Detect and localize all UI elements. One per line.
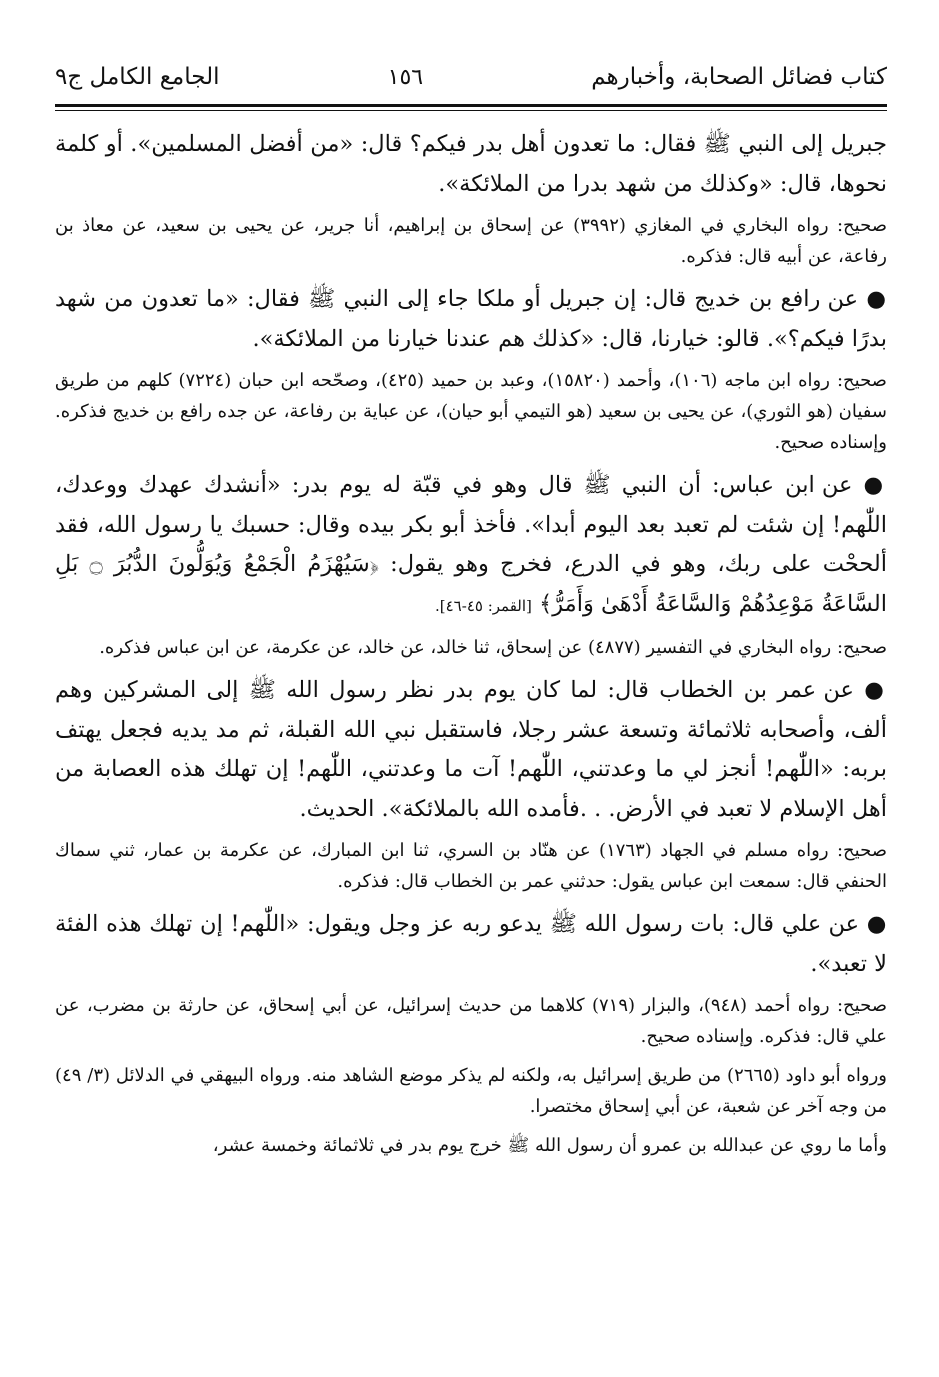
takhrij-note [55,1060,887,1122]
book-title: كتاب فضائل الصحابة، وأخبارهم [591,64,887,90]
takhrij-note [55,632,887,663]
paragraph-text: عن ابن عباس: أن النبي ﷺ قال وهو في قبّة له يوم بدر: «أنشدك عهدك ووعدك، اللّٰهم! إن شئت لم تعبد بعد اليوم أبدا». فأخذ أبو بكر بيده وقال: حسبك يا رسول الله، فقد ألححْت على ربك، وهو في الدرع، فخرج وهو يقول: ﴿سَيُهْزَمُ الْجَمْعُ وَيُوَلُّونَ الدُّبُرَ ۝ بَلِ السَّاعَةُ مَوْعِدُهُمْ وَالسَّاعَةُ أَدْهَىٰ وَأَمَرُّ﴾ [55,472,887,617]
hadith-paragraph [55,905,887,984]
note-text: صحيح: رواه أحمد (٩٤٨)، والبزار (٧١٩) كلاهما من حديث إسرائيل، عن أبي إسحاق، عن حارثة بن مضرب، عن علي قال: فذكره. وإسناده صحيح. [55,995,887,1047]
takhrij-note [55,365,887,458]
note-text: صحيح: رواه البخاري في المغازي (٣٩٩٢) عن إسحاق بن إبراهيم، أنا جرير، عن يحيى بن سعيد، عن معاذ بن رفاعة، عن أبيه قال: فذكره. [55,215,888,267]
takhrij-note [55,210,887,272]
bullet-icon: ● [866,911,887,937]
collection-volume: الجامع الكامل ج٩ [55,64,220,90]
note-text: صحيح: رواه ابن ماجه (١٠٦)، وأحمد (١٥٨٢٠)، وعبد بن حميد (٤٢٥)، وصحّحه ابن حبان (٧٢٢٤) كلهم من طريق سفيان (هو الثوري)، عن يحيى بن سعيد (هو التيمي أبو حيان)، عن عباية بن رفاعة، عن جده رافع بن خديج فذكره. وإسناده صحيح. [55,370,887,453]
note-text: وأما ما روي عن عبدالله بن عمرو أن رسول الله ﷺ خرج يوم بدر في ثلاثمائة وخمسة عشر، [212,1135,887,1156]
note-text: صحيح: رواه مسلم في الجهاد (١٧٦٣) عن هنّاد بن السري، ثنا ابن المبارك، عن عكرمة بن عمار، ثني سماك الحنفي قال: سمعت ابن عباس يقول: حدثني عمر بن الخطاب قال: فذكره. [55,840,887,892]
running-header [55,60,887,94]
page-content [55,125,887,1161]
hadith-paragraph [55,125,887,204]
page-number: ١٥٦ [387,65,424,90]
paragraph-text: عن عمر بن الخطاب قال: لما كان يوم بدر نظر رسول الله ﷺ إلى المشركين وهم ألف، وأصحابه ثلاثمائة وتسعة عشر رجلا، فاستقبل نبي الله القبلة، ثم مد يديه فجعل يهتف بربه: «اللّٰهم! أنجز لي ما وعدتني، اللّٰهم! آت ما وعدتني، اللّٰهم! إن تهلك هذه العصابة من أهل الإسلام لا تعبد في الأرض. . .فأمده الله بالملائكة». الحديث. [55,677,887,822]
hadith-paragraph [55,671,887,829]
bullet-icon: ● [866,286,887,312]
takhrij-note [55,1130,887,1161]
hadith-paragraph [55,280,887,359]
takhrij-note [55,835,887,897]
paragraph-text: عن علي قال: بات رسول الله ﷺ يدعو ربه عز وجل ويقول: «اللّٰهم! إن تهلك هذه الفئة لا تعبد». [55,911,887,977]
hadith-paragraph [55,466,887,626]
header-rule-thin [55,110,887,111]
bullet-icon: ● [863,472,888,498]
note-text: ورواه أبو داود (٢٦٦٥) من طريق إسرائيل به، ولكنه لم يذكر موضع الشاهد منه. ورواه البيهقي في الدلائل (٣/ ٤٩) من وجه آخر عن شعبة، عن أبي إسحاق مختصرا. [55,1065,887,1117]
quran-reference: [القمر: ٤٥-٤٦]. [435,596,532,615]
book-page [55,60,887,1169]
bullet-icon: ● [864,677,887,703]
header-rule-thick [55,104,887,107]
note-text: صحيح: رواه البخاري في التفسير (٤٨٧٧) عن إسحاق، ثنا خالد، عن خالد، عن عكرمة، عن ابن عباس فذكره. [99,637,887,658]
takhrij-note [55,990,887,1052]
paragraph-text: عن رافع بن خديج قال: إن جبريل أو ملكا جاء إلى النبي ﷺ فقال: «ما تعدون من شهد بدرًا فيكم؟». قالو: خيارنا، قال: «كذلك هم عندنا خيارنا من الملائكة». [55,286,887,352]
paragraph-text: جبريل إلى النبي ﷺ فقال: ما تعدون أهل بدر فيكم؟ قال: «من أفضل المسلمين». أو كلمة نحوها، قال: «وكذلك من شهد بدرا من الملائكة». [55,131,887,197]
